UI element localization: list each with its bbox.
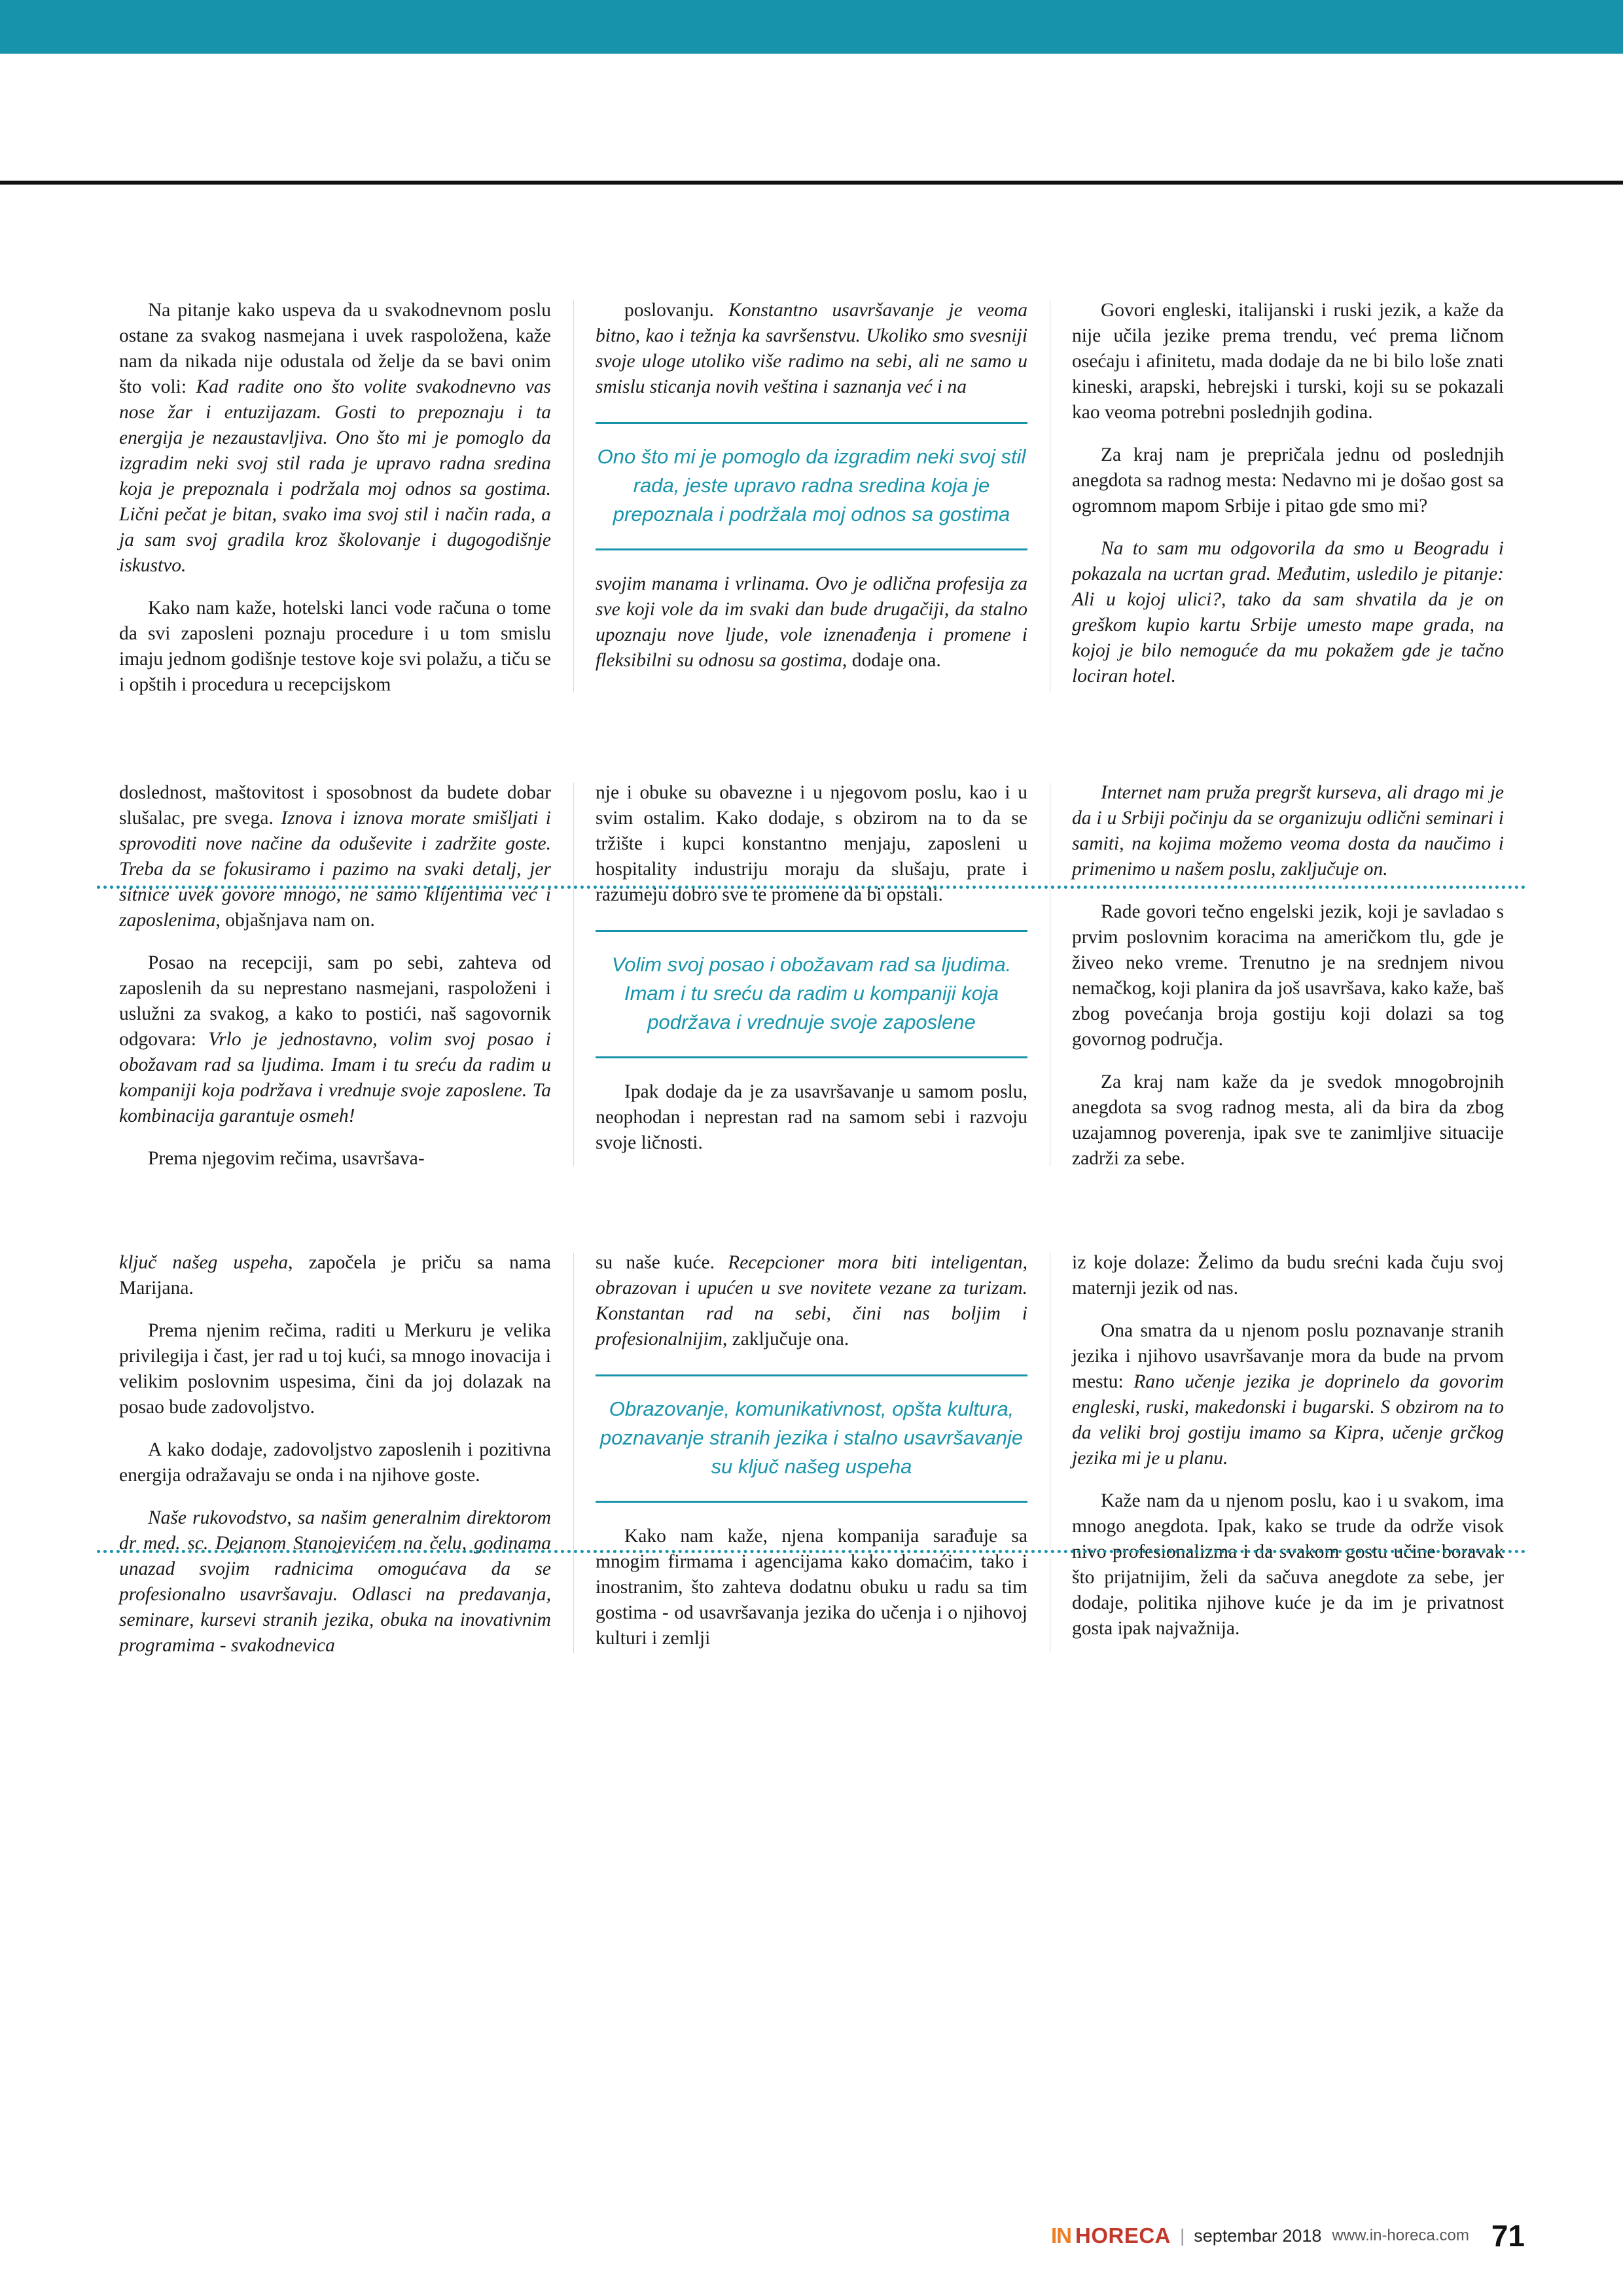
pull-quote: Volim svoj posao i obožavam rad sa ljudima. Imam i tu sreću da radim u kompaniji koja podržava i vrednuje svoje zaposlene xyxy=(596,930,1027,1058)
band3-column-3 xyxy=(1050,1250,1526,1659)
paragraph-text: Posao na recepciji, sam po sebi, zahteva od zaposlenih da su neprestano nasmejani, raspoloženi i uslužni za svakog, a kako to postići, naš sagovornik odgovara: xyxy=(119,952,551,1050)
paragraph: Kako nam kaže, njena kompanija sarađuje sa mnogim firmama i agencijama kako domaćim, tako i inostranim, što zahteva dodatnu obuku u radu sa tim gostima - od usavršavanja jezika do učenja i o njihovoj kulturi i zemlji xyxy=(596,1526,1027,1649)
paragraph: Kaže nam da u njenom poslu, kao i u svakom, ima mnogo anegdota. Ipak, kako se trude da održe visok nivo profesionalizma i da svakom gostu učine boravak što prijatnijim, želi da sačuva anegdote za sebe, jer dodaje, politika njihove kuće je da im je privatnost gosta ipak najvažnija. xyxy=(1072,1490,1504,1639)
paragraph-text: , zaključuje ona. xyxy=(722,1329,849,1350)
paragraph xyxy=(1072,1318,1504,1471)
band3-column-2 xyxy=(573,1250,1050,1659)
article-band-2 xyxy=(97,780,1526,1172)
paragraph-quote-text: Kad radite ono što volite svakodnevno vas nose žar i entuzijazam. Gosti to prepoznaju i ta energija je nezaustavljiva. Ono što mi je pomoglo da izgradim neki svoj stil rada je upravo radna sredina koja je prepoznala i podržala moj odnos sa gostima. Lični pečat je bitan, svako ima svoj stil i način rada, a ja sam svoj gradila kroz školovanje i dugogodišnje iskustvo. xyxy=(119,376,552,576)
paragraph-text: , objašnjava nam on. xyxy=(215,910,375,931)
paragraph: Prema njenim rečima, raditi u Merkuru je velika privilegija i čast, jer rad u toj kući, sa mnogo inovacija i velikim poslovnim uspesima, čini da joj dolazak na posao bude zadovoljstvo. xyxy=(119,1320,551,1418)
paragraph-text: doslednost, maštovitost i sposobnost da budete dobar slušalac, pre svega. xyxy=(119,782,551,829)
paragraph-text: , dodaje ona. xyxy=(842,650,941,671)
paragraph: Za kraj nam je prepričala jednu od poslednjih anegdota sa radnog mesta: Nedavno mi je došao gost sa ogromnom mapom Srbije i pitao gde smo mi? xyxy=(1072,444,1504,516)
paragraph: Za kraj nam kaže da je svedok mnogobrojnih anegdota sa svog radnog mesta, ali da bira da zbog uzajamnog poverenja, ipak sve te zanimljive situacije zadrži za sebe. xyxy=(1072,1071,1504,1169)
paragraph xyxy=(596,1250,1027,1352)
paragraph: Ipak dodaje da je za usavršavanje u samom poslu, neophodan i neprestan rad na samom sebi i razvoju svoje ličnosti. xyxy=(596,1081,1027,1153)
paragraph xyxy=(596,571,1027,673)
paragraph: iz koje dolaze: Želimo da budu srećni kada čuju svoj maternji jezik od nas. xyxy=(1072,1252,1504,1299)
paragraph-text: su naše kuće. xyxy=(596,1252,728,1273)
page-number: 71 xyxy=(1491,2219,1525,2253)
paragraph: Naše rukovodstvo, sa našim generalnim direktorom dr med. sc. Dejanom Stanojevićem na čelu, godinama unazad svojim radnicima omogućava da se profesionalno usavršavaju. Odlasci na predavanja, seminare, kursevi stranih jezika, obuka na inovativnim programima - svakodnevica xyxy=(119,1507,551,1656)
band2-column-3 xyxy=(1050,780,1526,1172)
band1-column-2 xyxy=(573,298,1050,698)
paragraph xyxy=(119,298,551,579)
paragraph: Kako nam kaže, hotelski lanci vode računa o tome da svi zaposleni poznaju procedure i u tom smislu imaju jednom godišnje testove koje svi polažu, a tiču se i opštih i procedura u recepcijskom xyxy=(119,598,551,695)
paragraph xyxy=(119,950,551,1129)
paragraph: Prema njegovim rečima, usavršava- xyxy=(148,1148,425,1169)
paragraph: nje i obuke su obavezne i u njegovom poslu, kao i u svim ostalim. Kako dodaje, s obzirom na to da se tržište i kupci konstantno menjaju, zaposleni u hospitality industriju moraju da slušaju, prate i razumeju dobro sve te promene da bi opstali. xyxy=(596,782,1027,905)
band1-column-3 xyxy=(1050,298,1526,698)
paragraph: Na to sam mu odgovorila da smo u Beogradu i pokazala na ucrtan grad. Međutim, usledilo je pitanje: Ali u kojoj ulici?, tako da sam shvatila da je on greškom kupio kartu Srbije umesto mape grada, na kojoj je bilo nemoguće da mu pokažem gde je tačno lociran hotel. xyxy=(1072,538,1504,687)
in-horeca-logo-in: IN xyxy=(1050,2223,1071,2248)
paragraph-quote-text: svojim manama i vrlinama. Ovo je odlična profesija za sve koji vole da im svaki dan bude drugačiji, da stalno upoznaju nove ljude, vole iznenađenja i promene i fleksibilni su odnosu sa gostima xyxy=(596,573,1027,671)
pull-quote: Obrazovanje, komunikativnost, opšta kultura, poznavanje stranih jezika i stalno usavršavanje su ključ našeg uspeha xyxy=(596,1374,1027,1503)
band1-column-1 xyxy=(97,298,573,698)
paragraph: Internet nam pruža pregršt kurseva, ali drago mi je da i u Srbiji počinju da se organizuju odlični seminari i samiti, na kojima možemo veoma dosta da naučimo i primenimo u našem poslu, zaključuje on. xyxy=(1072,782,1504,880)
paragraph xyxy=(119,780,551,933)
paragraph xyxy=(119,1250,551,1301)
paragraph-quote-text: Recepcioner mora biti inteligentan, obrazovan i upućen u sve novitete vezane za turizam. Konstantan rad na sebi, čini nas boljim i profesionalnijim xyxy=(596,1252,1027,1350)
paragraph-quote-text: Rano učenje jezika je doprinelo da govorim engleski, ruski, makedonski i bugarski. S obzirom na to da veliki broj gostiju imamo sa Kipra, učenje grčkog jezika mi je u planu. xyxy=(1072,1371,1504,1469)
paragraph-quote-text: ključ našeg uspeha xyxy=(119,1252,289,1273)
pull-quote: Ono što mi je pomoglo da izgradim neki svoj stil rada, jeste upravo radna sredina koja je prepoznala i podržala moj odnos sa gostima xyxy=(596,422,1027,550)
top-horizontal-rule xyxy=(0,181,1623,185)
paragraph-quote-text: Vrlo je jednostavno, volim svoj posao i obožavam rad sa ljudima. Imam i tu sreću da radim u kompaniji koja podržava i vrednuje svoje zaposlene. Ta kombinacija garantuje osmeh! xyxy=(119,1029,551,1126)
paragraph: Rade govori tečno engelski jezik, koji je savladao s prvim poslovnim koracima na američkom tlu, gde je živeo neko vreme. Trenutno je na srednjem nivou nemačkog, koji planira da još usavršava, kako kaže, baš zbog povećanja broja gostiju koji dolazi sa tog govornog područja. xyxy=(1072,901,1504,1050)
band3-column-1 xyxy=(97,1250,573,1659)
article-content xyxy=(97,298,1526,1659)
paragraph-text: Ona smatra da u njenom poslu poznavanje stranih jezika i njihovo usavršavanje mora da bude na prvom mestu: xyxy=(1072,1320,1504,1392)
paragraph-quote-text: Iznova i iznova morate smišljati i sprovoditi nove načine da oduševite i zadržite goste. Treba da se fokusiramo i pazimo na svaki detalj, jer sitnice uvek govore mnogo, ne samo klijentima već i zaposlenima xyxy=(119,808,551,931)
page-footer xyxy=(0,2216,1623,2255)
article-band-3 xyxy=(97,1250,1526,1659)
article-band-1 xyxy=(97,298,1526,698)
paragraph xyxy=(596,298,1027,400)
in-horeca-logo-horeca: HORECA xyxy=(1075,2223,1171,2248)
band-separator-2 xyxy=(97,1550,1526,1553)
band2-column-1 xyxy=(97,780,573,1172)
band-separator-1 xyxy=(97,886,1526,889)
band2-column-2 xyxy=(573,780,1050,1172)
paragraph: Govori engleski, italijanski i ruski jezik, a kaže da nije učila jezike prema trendu, već prema ličnom osećaju i afinitetu, mada dodaje da ne bi bilo loše znati kineski, arapski, hebrejski i turski, koji su se pokazali kao veoma potrebni poslednjih godina. xyxy=(1072,300,1504,423)
footer-issue-date: septembar 2018 xyxy=(1194,2225,1322,2246)
paragraph-quote-text: Konstantno usavršavanje je veoma bitno, kao i težnja ka savršenstvu. Ukoliko smo svesniji svoje uloge utoliko više radimo na sebi, ali ne samo u smislu sticanja novih veština i saznanja već i na xyxy=(596,300,1028,397)
footer-divider: | xyxy=(1180,2225,1185,2246)
top-accent-bar xyxy=(0,0,1623,54)
paragraph-text: poslovanju. xyxy=(624,300,729,321)
paragraph-text: Na pitanje kako uspeva da u svakodnevnom poslu ostane za svakog nasmejana i uvek raspoložena, kaže nam da nikada nije odustala od želje da se bavi onim što voli: xyxy=(119,300,551,397)
paragraph: A kako dodaje, zadovoljstvo zaposlenih i pozitivna energija odražavaju se onda i na njihove goste. xyxy=(119,1439,551,1486)
footer-website-url: www.in-horeca.com xyxy=(1332,2227,1469,2244)
paragraph-text: , započela je priču sa nama Marijana. xyxy=(119,1252,551,1299)
